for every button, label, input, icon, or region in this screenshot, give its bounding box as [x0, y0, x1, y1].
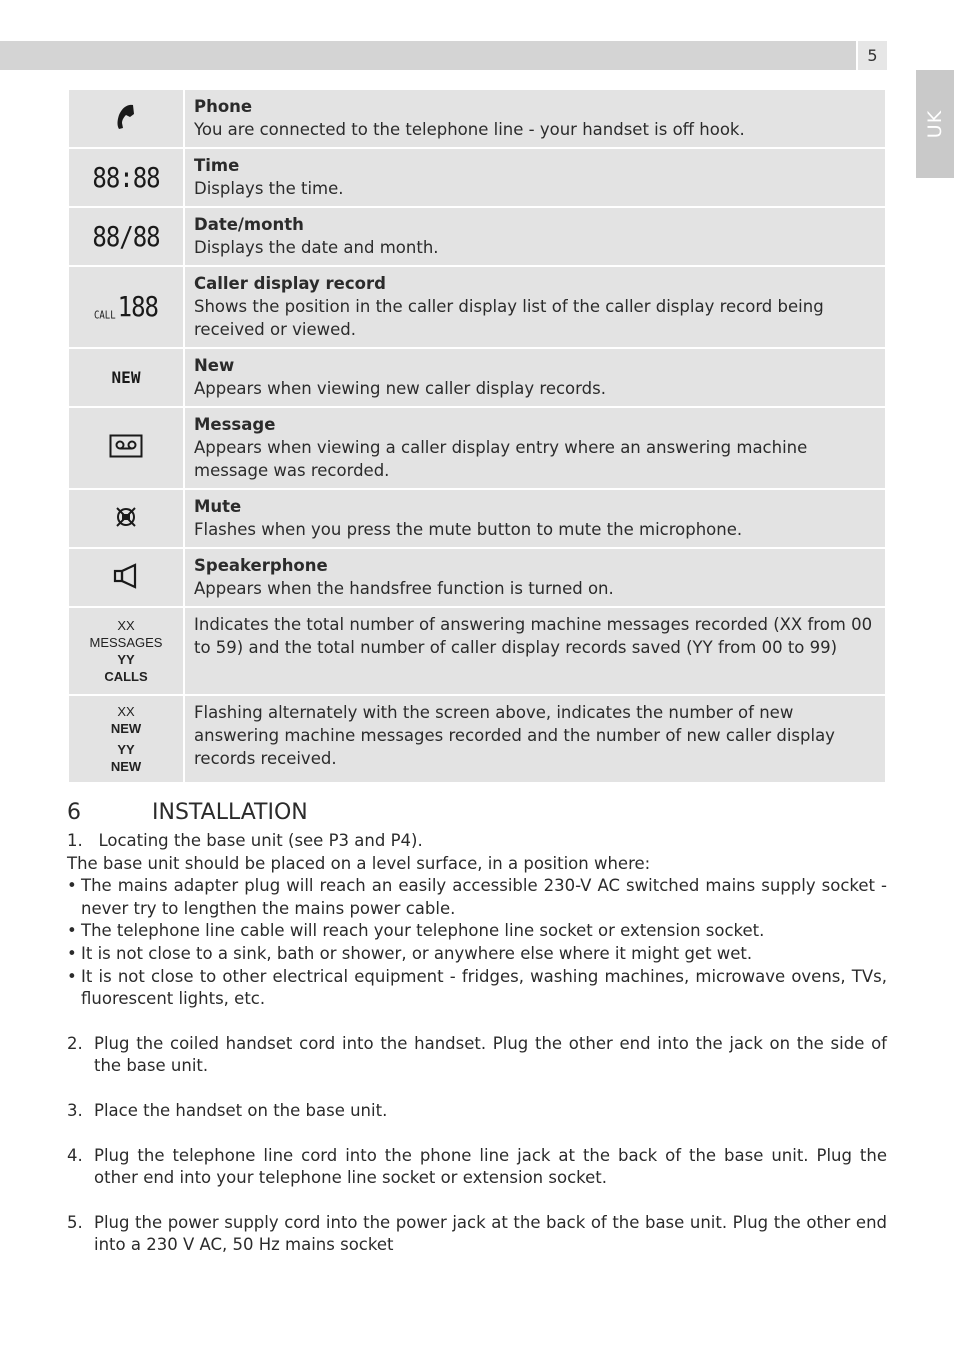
installation-section: [67, 798, 887, 1257]
row-title: Phone: [194, 97, 253, 116]
text-cell: [185, 608, 885, 694]
phone-icon: [113, 102, 139, 132]
section-heading: [67, 798, 887, 828]
language-tab: [916, 70, 954, 178]
lcd-call-prefix: CALL: [93, 310, 116, 322]
table-row: [69, 696, 885, 782]
mute-icon: [113, 505, 139, 529]
table-row: [69, 267, 885, 347]
list-item: [67, 1033, 887, 1078]
row-description: Indicates the total number of answering machine messages recorded (XX from 00 to 59) and the total number of caller display records saved (YY from 00 to 99): [194, 615, 873, 657]
list-item: [67, 1100, 887, 1123]
bullet-text: It is not close to a sink, bath or shower, or anywhere else where it might get wet.: [81, 943, 753, 963]
row-description: Flashing alternately with the screen above, indicates the number of new answering machine messages recorded and the number of new caller display records received.: [194, 703, 835, 768]
step-text: Plug the coiled handset cord into the handset. Plug the other end into the jack on the side of the base unit.: [94, 1033, 887, 1076]
icon-cell: [69, 549, 183, 606]
text-cell: [185, 349, 885, 406]
text-cell: [185, 90, 885, 147]
table-row: [69, 408, 885, 488]
new-count-indicator: [69, 703, 183, 775]
page-number: 5: [858, 41, 887, 70]
row-description: Displays the time.: [194, 179, 344, 198]
step-number: 2.: [67, 1033, 83, 1053]
table-row: [69, 549, 885, 606]
row-description: You are connected to the telephone line - your handset is off hook.: [194, 120, 745, 139]
icon-table: [67, 88, 887, 784]
list-item: [67, 1212, 887, 1257]
text-cell: [185, 267, 885, 347]
table-row: [69, 90, 885, 147]
text-cell: [185, 696, 885, 782]
lcd-caller-record-icon: 188: [117, 290, 159, 324]
row-description: Flashes when you press the mute button to mute the microphone.: [194, 520, 743, 539]
messages-calls-indicator: [69, 617, 183, 685]
list-item: • The telephone line cable will reach your telephone line socket or extension socket.: [67, 920, 887, 943]
row-title: Date/month: [194, 215, 304, 234]
list-item: • It is not close to other electrical equipment - fridges, washing machines, microwave ovens, TVs, fluorescent lights, etc.: [67, 966, 887, 1011]
new-icon: NEW: [111, 368, 141, 387]
icon-cell: [69, 208, 183, 265]
tape-message-icon: [109, 434, 143, 458]
step-text: Plug the power supply cord into the power jack at the back of the base unit. Plug the other end into a 230 V AC, 50 Hz mains socket: [94, 1212, 887, 1255]
icon-cell: [69, 267, 183, 347]
step-number: 4.: [67, 1145, 83, 1165]
icon-cell: [69, 90, 183, 147]
indicator-line: XX: [117, 704, 135, 719]
header-bar: [0, 41, 856, 70]
indicator-line: MESSAGES: [89, 635, 163, 650]
row-title: Speakerphone: [194, 556, 328, 575]
icon-cell: [69, 349, 183, 406]
list-item: • It is not close to a sink, bath or shower, or anywhere else where it might get wet.: [67, 943, 887, 966]
language-tab-label: UK: [924, 109, 946, 139]
indicator-line: NEW: [110, 759, 142, 774]
row-title: Message: [194, 415, 276, 434]
list-item: • The mains adapter plug will reach an easily accessible 230-V AC switched mains supply socket - never try to lengthen the mains power cable.: [67, 875, 887, 920]
row-title: Caller display record: [194, 274, 386, 293]
row-description: Appears when viewing a caller display entry where an answering machine message was recorded.: [194, 438, 808, 480]
step-text: Place the handset on the base unit.: [94, 1100, 388, 1120]
table-row: [69, 349, 885, 406]
text-cell: [185, 408, 885, 488]
icon-cell: [69, 490, 183, 547]
text-cell: [185, 549, 885, 606]
step-number: 3.: [67, 1100, 83, 1120]
step-number: 5.: [67, 1212, 83, 1232]
row-description: Displays the date and month.: [194, 238, 439, 257]
row-description: Appears when the handsfree function is turned on.: [194, 579, 614, 598]
text-cell: [185, 490, 885, 547]
row-description: Appears when viewing new caller display records.: [194, 379, 606, 398]
section-title: INSTALLATION: [152, 800, 308, 825]
icon-cell: [69, 696, 183, 782]
icon-cell: [69, 149, 183, 206]
row-title: Time: [194, 156, 240, 175]
list-item: [67, 1145, 887, 1190]
row-title: New: [194, 356, 235, 375]
row-description: Shows the position in the caller display list of the caller display record being received or viewed.: [194, 297, 824, 339]
row-title: Mute: [194, 497, 242, 516]
bullet-text: The mains adapter plug will reach an easily accessible 230-V AC switched mains supply socket - never try to lengthen the mains power cable.: [81, 876, 887, 918]
table-row: [69, 490, 885, 547]
indicator-line: YY: [117, 742, 135, 757]
indicator-line: CALLS: [104, 669, 148, 684]
section-number: 6: [67, 800, 81, 825]
indicator-line: NEW: [110, 721, 142, 736]
lcd-date-icon: 88/88: [92, 220, 160, 253]
speaker-icon: [113, 563, 139, 589]
bullet-text: It is not close to other electrical equipment - fridges, washing machines, microwave ovens, TVs, fluorescent lights, etc.: [81, 966, 887, 1009]
intro-text: The base unit should be placed on a level surface, in a position where:: [67, 853, 651, 873]
text-cell: [185, 208, 885, 265]
lcd-time-icon: 88:88: [92, 161, 160, 194]
indicator-line: XX: [117, 618, 135, 633]
indicator-line: YY: [117, 652, 135, 667]
table-row: [69, 608, 885, 694]
text-cell: [185, 149, 885, 206]
table-row: [69, 208, 885, 265]
step-text: Plug the telephone line cord into the phone line jack at the back of the base unit. Plug the other end into your telephone line socket or extension socket.: [94, 1145, 887, 1188]
intro-step: 1. Locating the base unit (see P3 and P4).: [67, 831, 423, 850]
icon-cell: [69, 408, 183, 488]
icon-cell: [69, 608, 183, 694]
bullet-text: The telephone line cable will reach your telephone line socket or extension socket.: [81, 921, 765, 941]
table-row: [69, 149, 885, 206]
